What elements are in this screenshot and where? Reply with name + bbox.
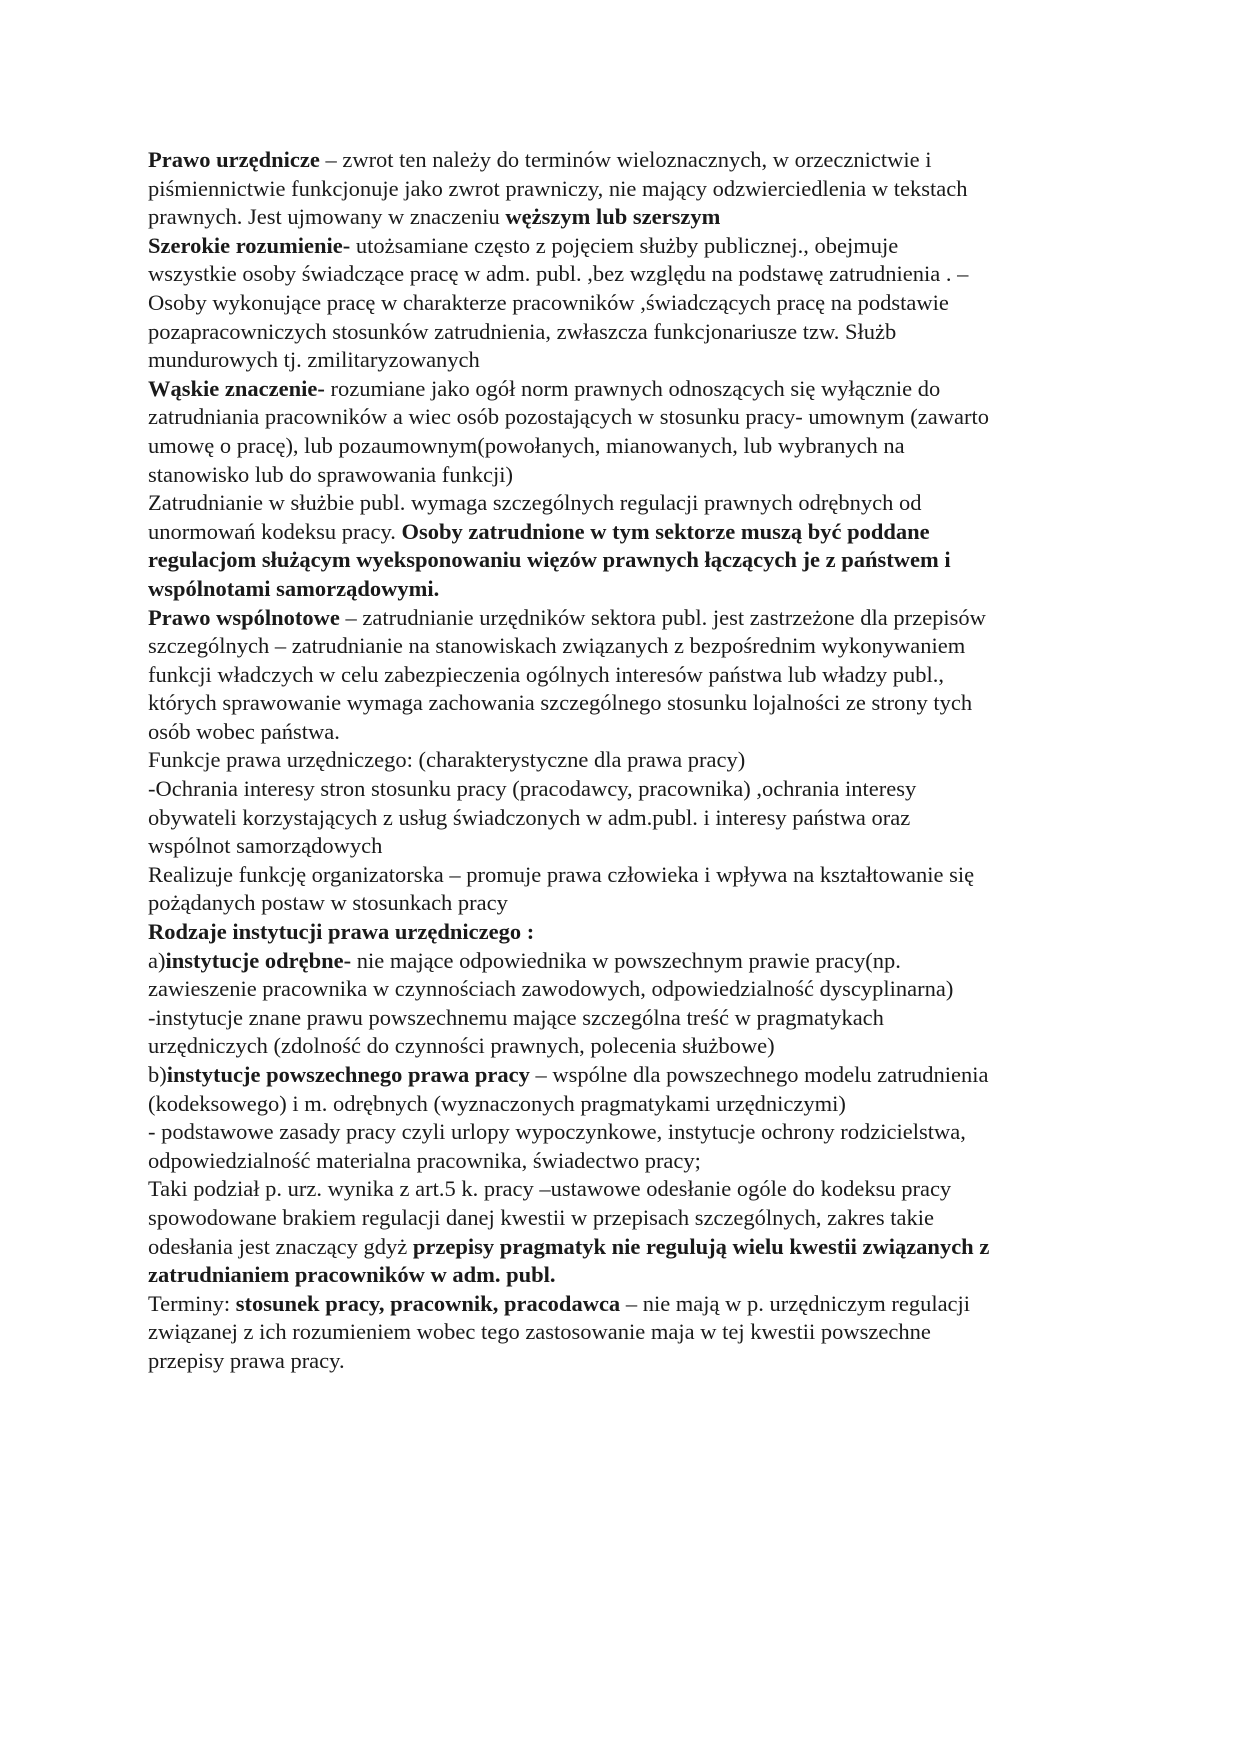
bold-text-segment: instytucje powszechnego prawa pracy (166, 1062, 530, 1087)
text-line (148, 489, 1108, 518)
text-line (148, 432, 1108, 461)
bold-text-segment: regulacjom służącym wyeksponowaniu więzów prawnych łączących je z państwem i (148, 547, 951, 573)
text-segment: -Ochrania interesy stron stosunku pracy (pracodawcy, pracownika) ,ochrania interesy (148, 776, 917, 802)
bold-text-segment: Szerokie rozumienie- (148, 232, 351, 258)
text-line (148, 175, 1108, 204)
text-segment: utożsamiane często z pojęciem służby publicznej., obejmuje (350, 232, 899, 258)
text-segment: odesłania jest znaczący gdyż (148, 1233, 413, 1259)
text-line (148, 1004, 1108, 1033)
bold-text-segment: Osoby zatrudnione w tym sektorze muszą być poddane (401, 518, 930, 544)
text-segment: urzędniczych (zdolność do czynności prawnych, polecenia służbowe) (148, 1033, 775, 1059)
text-segment: b) (148, 1062, 167, 1087)
text-segment: pozapracowniczych stosunków zatrudnienia, zwłaszcza funkcjonariusze tzw. Służb (148, 318, 897, 344)
text-segment: (kodeksowego) i m. odrębnych (wyznaczonych pragmatykami urzędniczymi) (148, 1090, 846, 1116)
text-segment: – wspólne dla powszechnego modelu zatrudnienia (529, 1062, 989, 1087)
text-line (148, 861, 1108, 890)
text-segment: - podstawowe zasady pracy czyli urlopy wypoczynkowe, instytucje ochrony rodzicielstwa, (148, 1119, 966, 1145)
text-line (148, 346, 1108, 375)
text-line (148, 604, 1108, 633)
text-segment: funkcji władczych w celu zabezpieczenia ogólnych interesów państwa lub władzy publ., (148, 661, 944, 687)
text-line (148, 260, 1108, 289)
text-segment: Realizuje funkcję organizatorska – promuje prawa człowieka i wpływa na kształtowanie się (148, 861, 975, 887)
bold-text-segment: wspólnotami samorządowymi. (148, 575, 440, 601)
bold-text-segment: instytucje odrębne- (165, 947, 352, 973)
bold-text-segment: Rodzaje instytucji prawa urzędniczego : (148, 919, 535, 945)
text-line (148, 718, 1108, 747)
text-segment: Terminy: (148, 1290, 236, 1316)
text-segment: – zwrot ten należy do terminów wieloznacznych, w orzecznictwie i (319, 147, 932, 172)
text-segment: zatrudnianie na stanowiskach związanych z bezpośrednim wykonywaniem (291, 633, 966, 659)
text-line (148, 832, 1108, 861)
text-segment: których sprawowanie wymaga zachowania szczególnego stosunku lojalności ze strony tych (148, 690, 973, 716)
text-segment: – nie mają w p. urzędniczym regulacji (620, 1290, 971, 1316)
text-line (148, 689, 1108, 718)
bold-text-segment: Prawo urzędnicze (148, 147, 320, 172)
text-segment: związanej z ich rozumieniem wobec tego zastosowanie maja w tej kwestii powszechne (148, 1319, 931, 1345)
text-segment: pożądanych postaw w stosunkach pracy (148, 890, 508, 916)
text-segment: zawieszenie pracownika w czynnościach zawodowych, odpowiedzialność dyscyplinarna) (148, 976, 954, 1002)
bold-text-segment: węższym lub szerszym (505, 204, 721, 230)
text-segment: unormowań kodeksu pracy. (148, 518, 402, 544)
text-segment: Zatrudnianie w służbie publ. wymaga szczególnych regulacji prawnych odrębnych od (148, 490, 922, 516)
text-segment: prawnych. Jest ujmowany w znaczeniu (148, 204, 506, 230)
text-segment: wszystkie osoby świadczące pracę w adm. publ. ,bez względu na podstawę zatrudnienia . – (148, 261, 969, 287)
text-line (148, 889, 1108, 918)
text-line (148, 632, 1108, 661)
text-segment: Osoby wykonujące pracę w charakterze pracowników ,świadczących pracę na podstawie (148, 289, 949, 315)
text-line (148, 1204, 1108, 1233)
text-segment: obywateli korzystających z usług świadczonych w adm.publ. i interesy państwa oraz (148, 804, 911, 830)
text-segment: osób wobec państwa. (148, 718, 340, 744)
text-segment: rozumiane jako ogół norm prawnych odnoszących się wyłącznie do (324, 375, 941, 401)
bold-text-segment: Wąskie znaczenie- (148, 375, 325, 401)
text-line (148, 1318, 1108, 1347)
text-line (148, 1290, 1108, 1319)
text-segment: stanowisko lub do sprawowania funkcji) (148, 461, 513, 487)
text-line (148, 1061, 1108, 1090)
text-segment: odpowiedzialność materialna pracownika, świadectwo pracy; (148, 1147, 701, 1173)
text-line (148, 1233, 1108, 1262)
text-line (148, 1175, 1108, 1204)
bold-text-segment: przepisy pragmatyk nie regulują wielu kwestii związanych z (412, 1233, 990, 1259)
text-line (148, 461, 1108, 490)
text-line (148, 232, 1108, 261)
text-segment: nie mające odpowiednika w powszechnym prawie pracy(np. (351, 947, 901, 973)
text-line (148, 1261, 1108, 1290)
text-segment: – zatrudnianie urzędników sektora publ. jest zastrzeżone dla przepisów (339, 604, 986, 630)
text-segment: mundurowych tj. zmilitaryzowanych (148, 347, 480, 373)
text-line (148, 575, 1108, 604)
text-segment: przepisy prawa pracy. (148, 1347, 345, 1373)
text-line (148, 947, 1108, 976)
bold-text-segment: zatrudnianiem pracowników w adm. publ. (148, 1262, 556, 1288)
text-segment: a) (148, 947, 166, 973)
text-line (148, 775, 1108, 804)
text-line (148, 518, 1108, 547)
text-segment: wspólnot samorządowych (148, 833, 383, 859)
text-segment: zatrudniania pracowników a wiec osób pozostających w stosunku pracy- umownym (zawarto (148, 404, 989, 430)
text-line (148, 975, 1108, 1004)
text-line (148, 403, 1108, 432)
text-line (148, 1032, 1108, 1061)
bold-text-segment: Prawo wspólnotowe (148, 604, 340, 630)
text-segment: Taki podział p. urz. wynika z art.5 k. pracy –ustawowe odesłanie ogóle do kodeksu pracy (148, 1176, 952, 1202)
text-line (148, 1118, 1108, 1147)
document-page (148, 146, 1108, 1376)
text-line (148, 1347, 1108, 1376)
text-segment: Funkcje prawa urzędniczego: (charakterystyczne dla prawa pracy) (148, 747, 746, 773)
text-line (148, 203, 1108, 232)
text-line (148, 146, 1108, 175)
text-line (148, 1090, 1108, 1119)
bold-text-segment: stosunek pracy, pracownik, pracodawca (235, 1290, 621, 1316)
text-line (148, 918, 1108, 947)
text-line (148, 289, 1108, 318)
text-line (148, 746, 1108, 775)
text-line (148, 1147, 1108, 1176)
text-line (148, 375, 1108, 404)
text-segment: szczególnych – (148, 633, 292, 659)
text-line (148, 804, 1108, 833)
text-line (148, 661, 1108, 690)
text-segment: -instytucje znane prawu powszechnemu mające szczególna treść w pragmatykach (148, 1004, 884, 1030)
text-segment: umowę o pracę), lub pozaumownym(powołanych, mianowanych, lub wybranych na (148, 432, 905, 458)
text-line (148, 546, 1108, 575)
text-segment: spowodowane brakiem regulacji danej kwestii w przepisach szczególnych, zakres takie (148, 1204, 934, 1230)
text-line (148, 318, 1108, 347)
text-segment: piśmiennictwie funkcjonuje jako zwrot prawniczy, nie mający odzwierciedlenia w tekstach (148, 175, 968, 201)
